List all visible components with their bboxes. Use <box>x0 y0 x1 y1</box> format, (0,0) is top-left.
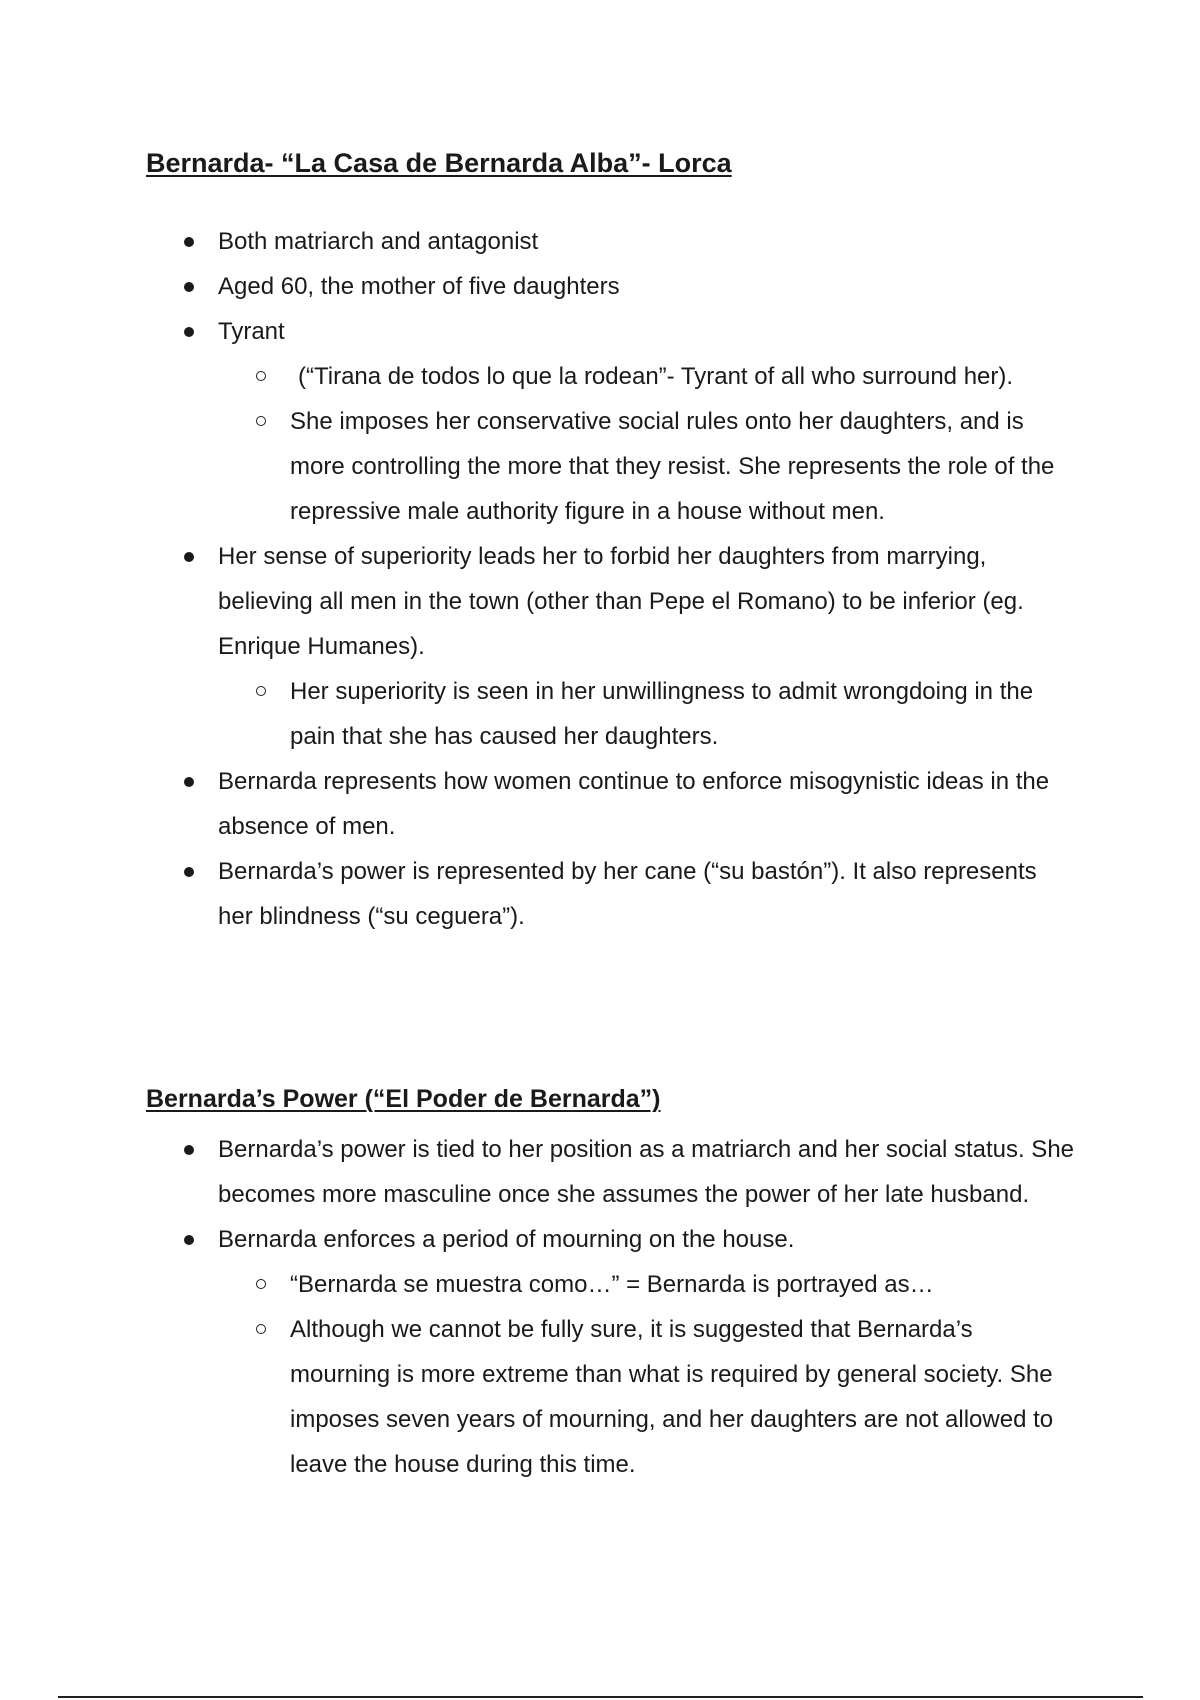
sub-list <box>218 1262 1076 1487</box>
page-bottom-rule <box>58 1696 1143 1698</box>
sub-list <box>218 354 1076 534</box>
bullet-icon <box>184 327 194 337</box>
bullet-icon <box>184 237 194 247</box>
list-item: Both matriarch and antagonist <box>146 219 1076 264</box>
bullet-icon <box>184 1145 194 1155</box>
sub-list-item: Although we cannot be fully sure, it is suggested that Bernarda’s mourning is more extreme than what is required by general society. She imposes seven years of mourning, and her daughters are not allowed to leave the house during this time. <box>218 1307 1076 1487</box>
list-item: Bernarda represents how women continue to enforce misogynistic ideas in the absence of men. <box>146 759 1076 849</box>
sub-list-item: She imposes her conservative social rules onto her daughters, and is more controlling the more that they resist. She represents the role of the repressive male authority figure in a house without men. <box>218 399 1076 534</box>
hollow-bullet-icon <box>256 371 266 381</box>
sub-list-item: (“Tirana de todos lo que la rodean”- Tyrant of all who surround her). <box>218 354 1076 399</box>
list-item: Bernarda’s power is represented by her cane (“su bastón”). It also represents her blindness (“su ceguera”). <box>146 849 1076 939</box>
list-item: Tyrant (“Tirana de todos lo que la rodean”- Tyrant of all who surround her). She imposes her conservative social rules onto her daughters, and is more controlling the more that they resist. She represents the role of the repressive male authority figure in a house without men. <box>146 309 1076 534</box>
section-title-bernarda: Bernarda- “La Casa de Bernarda Alba”- Lorca <box>146 148 732 178</box>
sub-list <box>218 669 1076 759</box>
hollow-bullet-icon <box>256 416 266 426</box>
list-item: Her sense of superiority leads her to forbid her daughters from marrying, believing all men in the town (other than Pepe el Romano) to be inferior (eg. Enrique Humanes). Her superiority is seen in her unwillingness to admit wrongdoing in the pain that she has caused her daughters. <box>146 534 1076 759</box>
bullet-icon <box>184 552 194 562</box>
bullet-list-bernarda <box>146 219 1076 939</box>
hollow-bullet-icon <box>256 686 266 696</box>
list-item: Aged 60, the mother of five daughters <box>146 264 1076 309</box>
list-item: Bernarda’s power is tied to her position as a matriarch and her social status. She becomes more masculine once she assumes the power of her late husband. <box>146 1127 1076 1217</box>
bullet-list-power <box>146 1127 1076 1487</box>
hollow-bullet-icon <box>256 1279 266 1289</box>
bullet-icon <box>184 867 194 877</box>
section-title-power: Bernarda’s Power (“El Poder de Bernarda”) <box>146 1085 661 1113</box>
bullet-icon <box>184 282 194 292</box>
sub-list-item: “Bernarda se muestra como…” = Bernarda is portrayed as… <box>218 1262 1076 1307</box>
bullet-icon <box>184 1235 194 1245</box>
bullet-icon <box>184 777 194 787</box>
sub-list-item: Her superiority is seen in her unwillingness to admit wrongdoing in the pain that she has caused her daughters. <box>218 669 1076 759</box>
hollow-bullet-icon <box>256 1324 266 1334</box>
list-item: Bernarda enforces a period of mourning on the house. “Bernarda se muestra como…” = Bernarda is portrayed as… Although we cannot be fully sure, it is suggested that Bernarda’s mourning is more extreme than what is required by general society. She imposes seven years of mourning, and her daughters are not allowed to leave the house during this time. <box>146 1217 1076 1487</box>
